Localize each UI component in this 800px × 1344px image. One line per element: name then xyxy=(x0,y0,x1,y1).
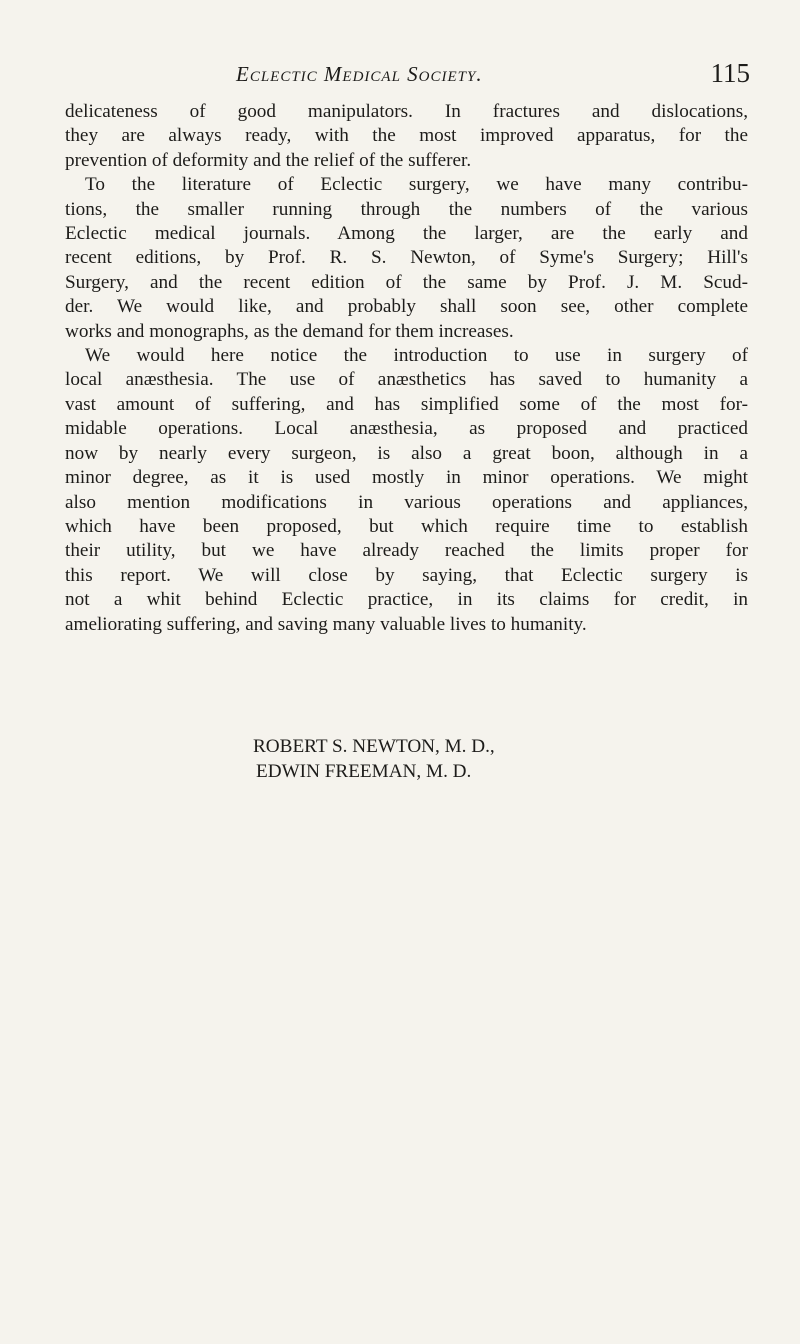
text-line: vast amount of suffering, and has simplified some of the most for- xyxy=(65,393,748,415)
text-line: now by nearly every surgeon, is also a great boon, although in a xyxy=(65,442,748,464)
text-line: their utility, but we have already reached the limits proper for xyxy=(65,540,748,562)
text-line: tions, the smaller running through the numbers of the various xyxy=(65,198,748,220)
text-line: they are always ready, with the most improved apparatus, for the xyxy=(65,125,748,147)
text-line: Surgery, and the recent edition of the same by Prof. J. M. Scud- xyxy=(65,271,748,293)
text-line: midable operations. Local anæsthesia, as proposed and practiced xyxy=(65,418,748,440)
text-line: prevention of deformity and the relief of the sufferer. xyxy=(65,149,472,171)
text-line: minor degree, as it is used mostly in minor operations. We might xyxy=(65,467,748,489)
text-line: ameliorating suffering, and saving many valuable lives to humanity. xyxy=(65,613,587,635)
signature-name: EDWIN FREEMAN, M. D. xyxy=(256,761,472,782)
text-line: also mention modifications in various operations and appliances, xyxy=(65,491,748,513)
text-line: Eclectic medical journals. Among the larger, are the early and xyxy=(65,223,748,245)
text-line: which have been proposed, but which require time to establish xyxy=(65,515,748,537)
text-line: recent editions, by Prof. R. S. Newton, of Syme's Surgery; Hill's xyxy=(65,247,748,269)
running-title: Eclectic Medical Society. xyxy=(236,62,483,86)
running-head xyxy=(60,58,750,94)
page-number: 115 xyxy=(710,58,750,88)
text-line: this report. We will close by saying, that Eclectic surgery is xyxy=(65,564,748,586)
text-line: not a whit behind Eclectic practice, in its claims for credit, in xyxy=(65,589,748,611)
text-line: local anæsthesia. The use of anæsthetics has saved to humanity a xyxy=(65,369,748,391)
text-line: works and monographs, as the demand for them increases. xyxy=(65,320,514,342)
signature-name: ROBERT S. NEWTON, M. D., xyxy=(253,736,495,757)
text-line: der. We would like, and probably shall soon see, other complete xyxy=(65,296,748,318)
text-line: To the literature of Eclectic surgery, we have many contribu- xyxy=(85,174,748,196)
text-line: delicateness of good manipulators. In fractures and dislocations, xyxy=(65,101,748,122)
signature-block xyxy=(253,734,495,784)
text-line: We would here notice the introduction to use in surgery of xyxy=(85,345,748,367)
body-text xyxy=(65,100,748,637)
